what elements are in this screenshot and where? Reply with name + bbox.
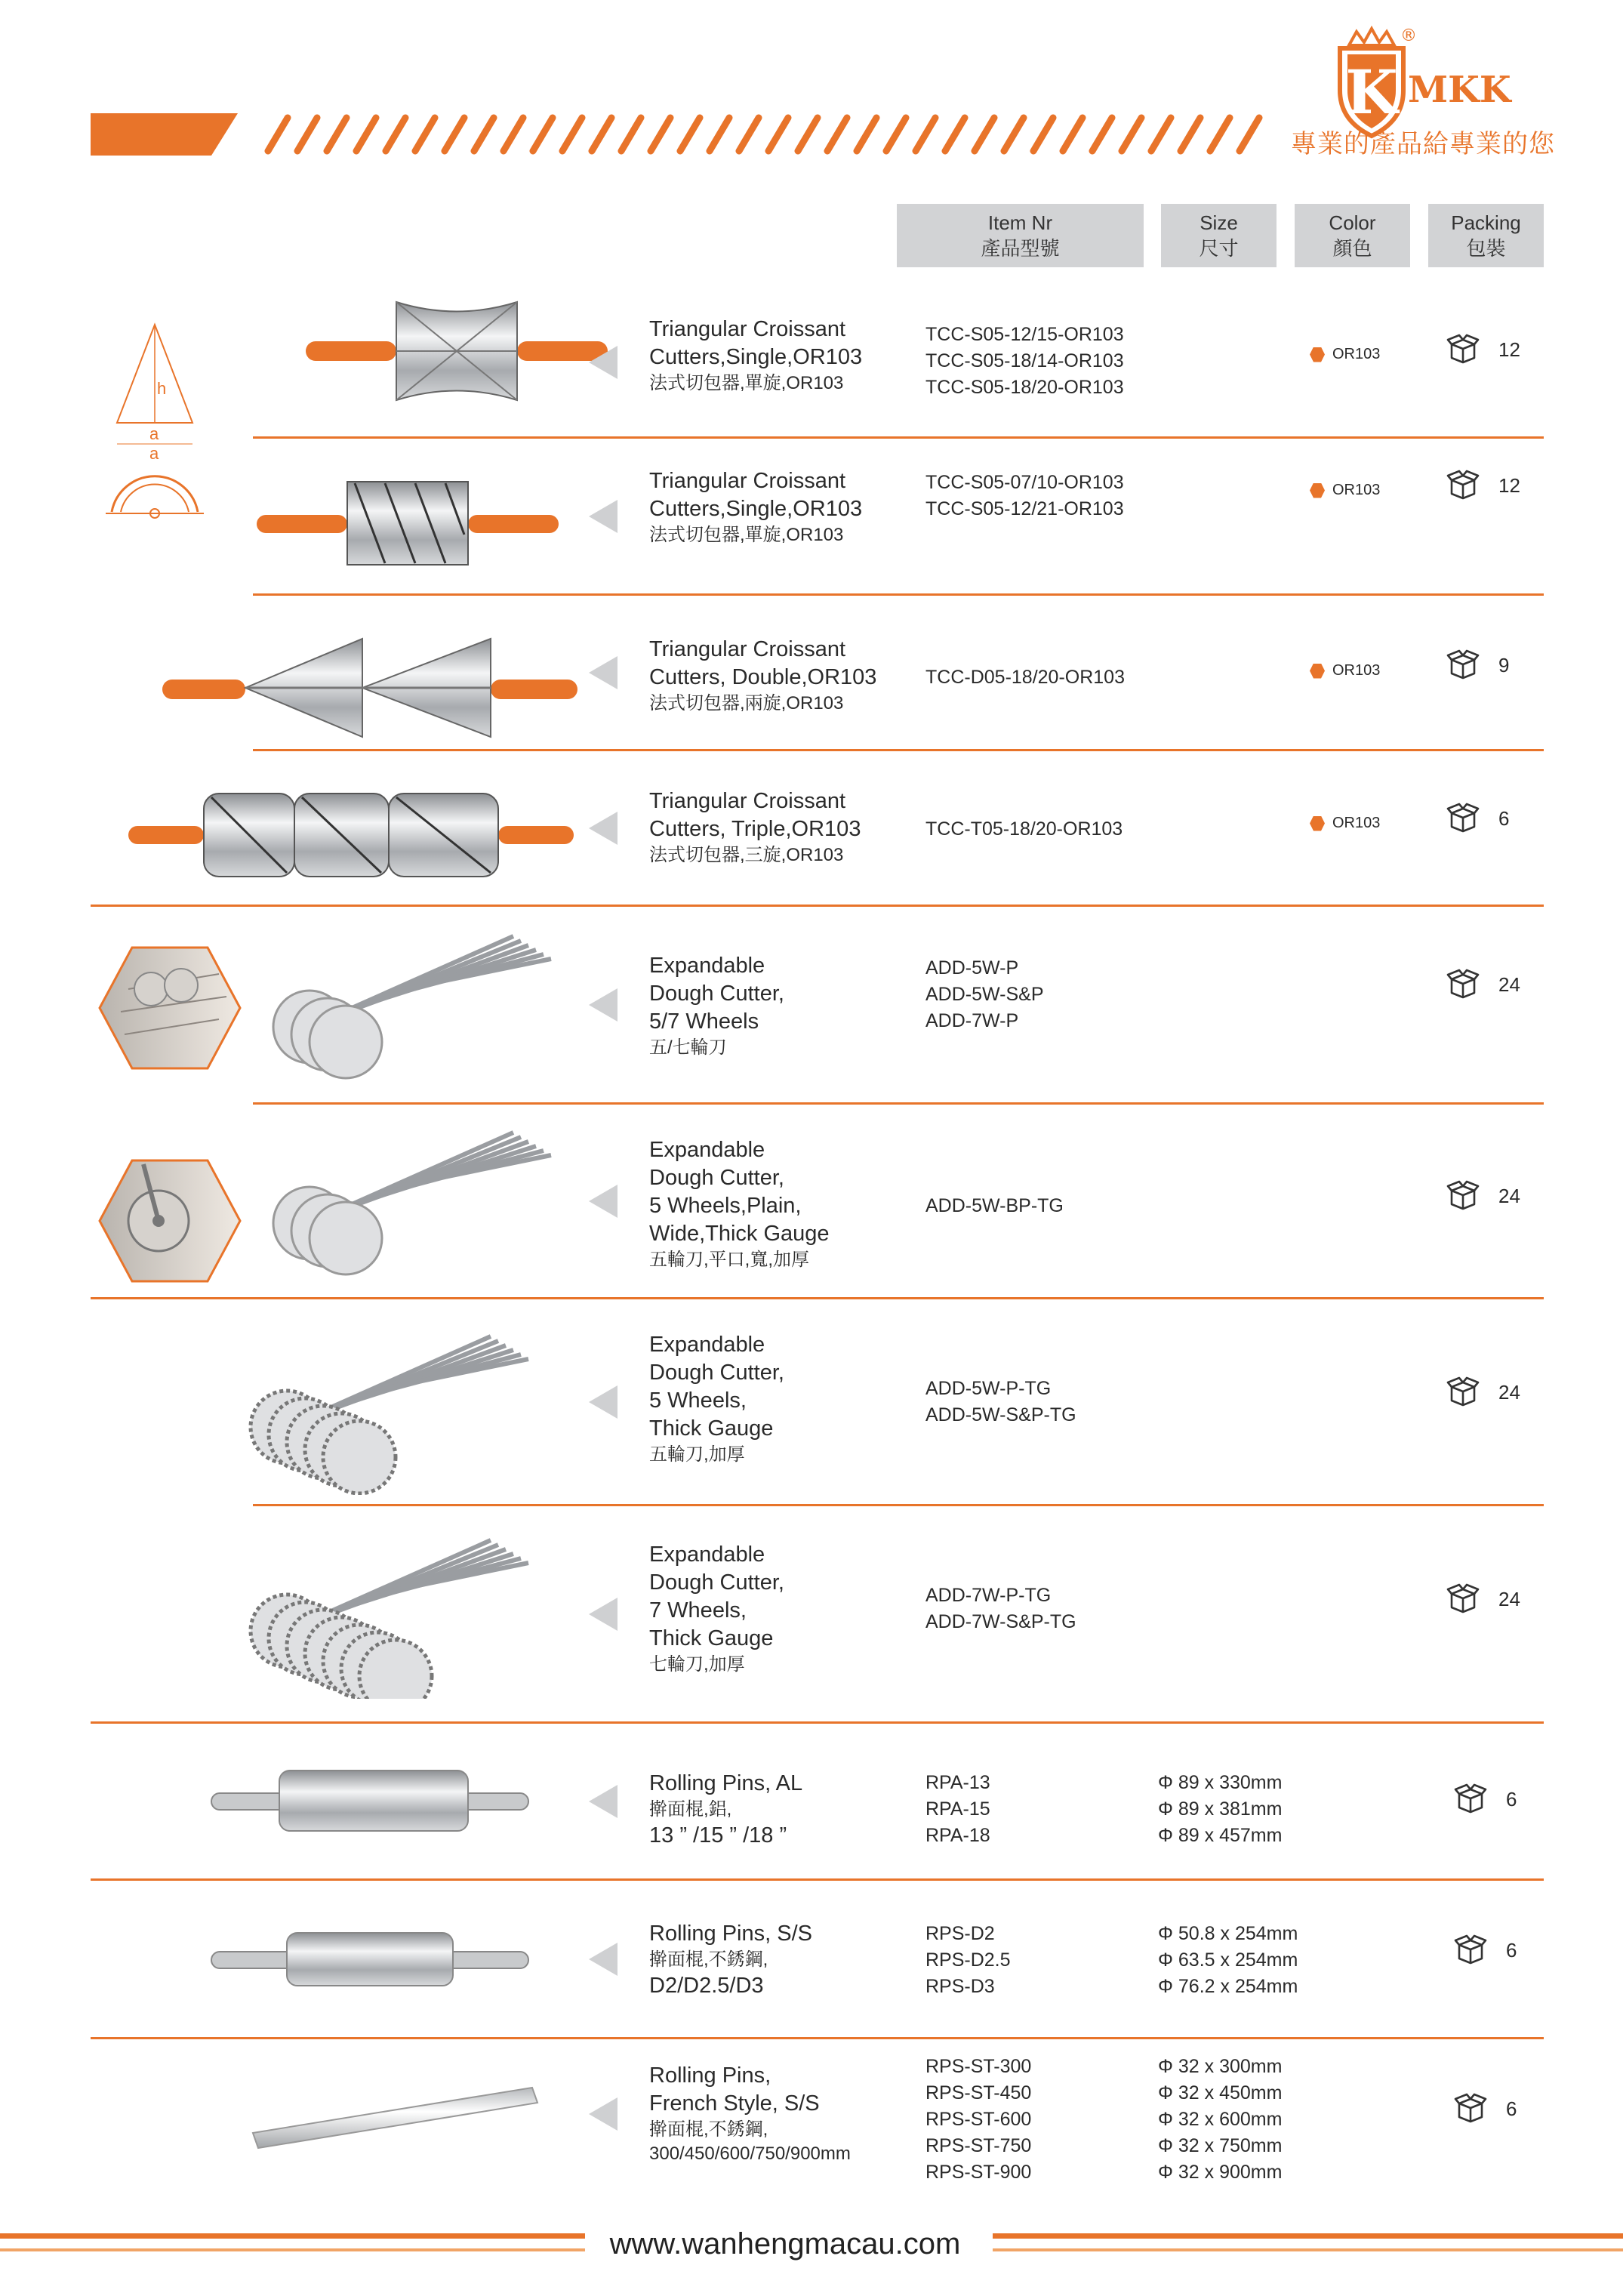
packing-9 — [1453, 1783, 1517, 1815]
product-name-cn: 五/七輪刀 — [649, 1037, 727, 1058]
product-name-9 — [649, 1770, 802, 1850]
product-photo-10 — [204, 1910, 536, 2012]
row-divider — [91, 905, 1544, 907]
product-codes-2 — [925, 470, 1124, 522]
product-name-5 — [649, 952, 784, 1060]
item-size: Φ 32 x 300mm — [1158, 2056, 1283, 2077]
product-photo-4 — [125, 782, 577, 892]
row-divider — [91, 1878, 1544, 1881]
product-name-line: 7 Wheels, — [649, 1598, 747, 1623]
item-code: TCC-S05-12/15-OR103 — [925, 324, 1124, 345]
column-header-size — [1161, 204, 1277, 267]
product-name-cn: 法式切包器,單旋,OR103 — [649, 525, 844, 545]
product-codes-5 — [925, 955, 1044, 1034]
product-codes-6 — [925, 1193, 1064, 1219]
column-header-packing-en: Packing — [1451, 211, 1521, 234]
product-name-cn: 擀面棍,鋁, — [649, 1799, 732, 1820]
product-name-line: Thick Gauge — [649, 1416, 774, 1441]
item-code: ADD-5W-S&P — [925, 984, 1044, 1005]
column-header-color-en: Color — [1329, 211, 1376, 234]
product-sizes-9 — [1158, 1770, 1282, 1849]
packing-count: 6 — [1498, 806, 1510, 830]
item-size: Φ 50.8 x 254mm — [1158, 1923, 1298, 1944]
product-photo-5 — [264, 914, 566, 1099]
product-name-line: 5 Wheels,Plain, — [649, 1194, 802, 1218]
item-size: Φ 76.2 x 254mm — [1158, 1976, 1298, 1997]
product-photo-1 — [298, 287, 615, 419]
product-name-line: Rolling Pins, — [649, 2063, 771, 2088]
product-name-line: Wide,Thick Gauge — [649, 1222, 830, 1246]
row-divider — [253, 436, 1544, 439]
row-divider — [91, 1297, 1544, 1299]
pointer-arrow — [589, 1598, 617, 1631]
color-swatch-1 — [1310, 346, 1380, 363]
box-icon — [1446, 1583, 1480, 1615]
product-name-extra: 300/450/600/750/900mm — [649, 2143, 851, 2164]
orange-hexagon-icon — [1310, 664, 1325, 679]
color-code: OR103 — [1332, 482, 1381, 498]
product-name-line: Dough Cutter, — [649, 1166, 784, 1190]
row-divider — [253, 593, 1544, 596]
footer-line-right-thin — [993, 2248, 1623, 2251]
registered-mark: ® — [1400, 26, 1417, 45]
product-codes-1 — [925, 322, 1124, 401]
packing-count: 24 — [1498, 1587, 1520, 1610]
item-code: RPA-13 — [925, 1772, 990, 1793]
packing-count: 12 — [1498, 473, 1520, 497]
diagram-label-a: a — [149, 424, 159, 443]
product-name-1 — [649, 316, 862, 396]
product-name-line: Expandable — [649, 1542, 765, 1567]
box-icon — [1453, 2093, 1488, 2125]
header-stripe-bar — [91, 113, 1268, 156]
packing-7 — [1446, 1376, 1520, 1408]
item-code: TCC-S05-07/10-OR103 — [925, 472, 1124, 493]
orange-hexagon-icon — [1310, 816, 1325, 831]
item-code: ADD-5W-P-TG — [925, 1378, 1052, 1399]
product-photo-3 — [159, 624, 581, 756]
product-photo-11 — [242, 2069, 544, 2156]
pointer-arrow — [589, 346, 617, 379]
pointer-arrow — [589, 1185, 617, 1218]
box-icon — [1453, 1934, 1488, 1966]
item-size: Φ 32 x 600mm — [1158, 2109, 1283, 2130]
product-codes-10 — [925, 1921, 1011, 2000]
diagram-label-h: h — [157, 379, 167, 398]
product-photo-2 — [249, 474, 566, 576]
box-icon — [1453, 1783, 1488, 1815]
column-header-packing-cn: 包裝 — [1466, 237, 1506, 260]
product-name-extra: D2/D2.5/D3 — [649, 1974, 764, 1998]
packing-1 — [1446, 334, 1520, 365]
column-header-size-cn: 尺寸 — [1199, 237, 1239, 260]
packing-count: 9 — [1498, 653, 1510, 676]
item-code: ADD-7W-P-TG — [925, 1585, 1052, 1606]
item-code: ADD-7W-S&P-TG — [925, 1611, 1076, 1632]
color-code: OR103 — [1332, 815, 1381, 831]
row-divider — [91, 1721, 1544, 1724]
item-code: RPS-ST-450 — [925, 2082, 1032, 2103]
product-name-line: Triangular Croissant — [649, 317, 846, 341]
product-name-line: Triangular Croissant — [649, 789, 846, 813]
orange-hexagon-icon — [1310, 483, 1325, 498]
product-name-line: Rolling Pins, S/S — [649, 1922, 812, 1946]
packing-count: 6 — [1506, 1787, 1517, 1811]
column-header-item-cn: 產品型號 — [981, 237, 1060, 260]
packing-10 — [1453, 1934, 1517, 1966]
product-name-10 — [649, 1920, 812, 2000]
packing-2 — [1446, 470, 1520, 501]
logo-letter: K — [1345, 57, 1398, 128]
item-code: RPA-18 — [925, 1825, 990, 1846]
item-code: ADD-5W-P — [925, 957, 1019, 978]
product-codes-4 — [925, 816, 1123, 843]
dough-cutter-detail-photo-1 — [98, 944, 242, 1072]
packing-5 — [1446, 969, 1520, 1000]
row-divider — [91, 2037, 1544, 2039]
color-code: OR103 — [1332, 662, 1381, 679]
item-size: Φ 89 x 330mm — [1158, 1772, 1283, 1793]
product-name-cn: 五輪刀,平口,寬,加厚 — [649, 1250, 810, 1270]
pointer-arrow — [589, 656, 617, 689]
product-codes-7 — [925, 1376, 1076, 1428]
pointer-arrow — [589, 812, 617, 845]
product-name-line: 5/7 Wheels — [649, 1009, 759, 1034]
pointer-arrow — [589, 1385, 617, 1419]
product-name-cn: 擀面棍,不銹鋼, — [649, 2119, 768, 2140]
product-photo-9 — [204, 1752, 536, 1854]
product-name-line: Triangular Croissant — [649, 469, 846, 493]
footer-line-left-thin — [0, 2248, 585, 2251]
column-header-color — [1295, 204, 1410, 267]
product-name-4 — [649, 787, 861, 868]
item-size: Φ 32 x 750mm — [1158, 2135, 1283, 2156]
packing-6 — [1446, 1180, 1520, 1212]
packing-count: 24 — [1498, 972, 1520, 996]
triangle-dimension-diagram — [106, 317, 211, 529]
footer-line-left — [0, 2233, 585, 2239]
product-codes-11 — [925, 2054, 1031, 2186]
orange-hexagon-icon — [1310, 347, 1325, 362]
product-name-line: Expandable — [649, 954, 765, 978]
product-name-line: Dough Cutter, — [649, 1570, 784, 1595]
box-icon — [1446, 470, 1480, 501]
item-code: RPS-ST-750 — [925, 2135, 1032, 2156]
item-size: Φ 89 x 381mm — [1158, 1798, 1283, 1820]
box-icon — [1446, 803, 1480, 834]
item-code: ADD-7W-P — [925, 1010, 1019, 1031]
packing-3 — [1446, 649, 1509, 681]
product-name-line: Rolling Pins, AL — [649, 1771, 803, 1795]
packing-11 — [1453, 2093, 1517, 2125]
dough-cutter-detail-photo-2 — [98, 1157, 242, 1285]
product-name-line: 5 Wheels, — [649, 1388, 747, 1413]
product-sizes-10 — [1158, 1921, 1298, 2000]
color-swatch-2 — [1310, 482, 1380, 499]
item-size: Φ 63.5 x 254mm — [1158, 1949, 1298, 1971]
item-code: ADD-5W-S&P-TG — [925, 1404, 1076, 1425]
product-name-line: Dough Cutter, — [649, 1361, 784, 1385]
product-name-cn: 法式切包器,兩旋,OR103 — [649, 693, 844, 713]
item-code: RPS-D2.5 — [925, 1949, 1011, 1971]
product-name-line: French Style, S/S — [649, 2091, 820, 2116]
product-name-6 — [649, 1136, 830, 1272]
product-photo-8 — [242, 1518, 544, 1703]
product-name-line: Thick Gauge — [649, 1626, 774, 1650]
product-name-line: Dough Cutter, — [649, 982, 784, 1006]
product-codes-9 — [925, 1770, 990, 1849]
item-code: RPS-D2 — [925, 1923, 995, 1944]
brand-name: MKK — [1408, 69, 1511, 111]
packing-8 — [1446, 1583, 1520, 1615]
item-code: TCC-T05-18/20-OR103 — [925, 818, 1123, 840]
box-icon — [1446, 1180, 1480, 1212]
product-name-line: Cutters,Single,OR103 — [649, 345, 863, 369]
color-code: OR103 — [1332, 346, 1381, 362]
product-name-line: Expandable — [649, 1333, 765, 1357]
box-icon — [1446, 969, 1480, 1000]
product-name-extra: 13 ” /15 ” /18 ” — [649, 1823, 787, 1848]
product-name-7 — [649, 1331, 784, 1467]
product-codes-8 — [925, 1583, 1076, 1635]
product-name-line: Cutters, Double,OR103 — [649, 665, 877, 689]
pointer-arrow — [589, 988, 617, 1022]
product-name-3 — [649, 636, 876, 716]
product-sizes-11 — [1158, 2054, 1282, 2186]
box-icon — [1446, 1376, 1480, 1408]
item-code: RPS-D3 — [925, 1976, 995, 1997]
product-codes-3 — [925, 664, 1125, 691]
box-icon — [1446, 649, 1480, 681]
row-divider — [253, 1504, 1544, 1506]
product-name-11 — [649, 2062, 851, 2166]
brand-slogan: 專業的產品給專業的您 — [1291, 130, 1555, 159]
product-name-cn: 法式切包器,單旋,OR103 — [649, 373, 844, 393]
packing-count: 24 — [1498, 1184, 1520, 1207]
product-name-line: Cutters, Triple,OR103 — [649, 817, 861, 841]
packing-count: 6 — [1506, 2097, 1517, 2120]
footer-line-right — [993, 2233, 1623, 2239]
item-code: TCC-S05-18/14-OR103 — [925, 350, 1124, 371]
column-header-size-en: Size — [1200, 211, 1238, 234]
item-size: Φ 89 x 457mm — [1158, 1825, 1283, 1846]
packing-count: 24 — [1498, 1380, 1520, 1404]
product-name-cn: 法式切包器,三旋,OR103 — [649, 845, 844, 865]
column-header-color-cn: 顏色 — [1332, 237, 1372, 260]
product-name-cn: 七輪刀,加厚 — [649, 1654, 745, 1675]
item-size: Φ 32 x 900mm — [1158, 2162, 1283, 2183]
item-code: RPS-ST-300 — [925, 2056, 1032, 2077]
item-code: TCC-S05-12/21-OR103 — [925, 498, 1124, 519]
product-name-cn: 五輪刀,加厚 — [649, 1444, 745, 1465]
packing-count: 12 — [1498, 337, 1520, 361]
pointer-arrow — [589, 2097, 617, 2131]
item-code: RPS-ST-600 — [925, 2109, 1032, 2130]
product-name-cn: 擀面棍,不銹鋼, — [649, 1949, 768, 1970]
packing-4 — [1446, 803, 1509, 834]
product-name-8 — [649, 1541, 784, 1677]
product-photo-6 — [264, 1110, 566, 1295]
diagram-label-a-2: a — [149, 444, 159, 463]
color-swatch-3 — [1310, 662, 1380, 680]
pointer-arrow — [589, 500, 617, 533]
packing-count: 6 — [1506, 1938, 1517, 1962]
pointer-arrow — [589, 1785, 617, 1818]
column-header-item — [897, 204, 1144, 267]
color-swatch-4 — [1310, 815, 1380, 832]
item-code: ADD-5W-BP-TG — [925, 1195, 1064, 1216]
column-header-packing — [1428, 204, 1544, 267]
column-header-item-en: Item Nr — [987, 211, 1053, 234]
box-icon — [1446, 334, 1480, 365]
item-code: RPS-ST-900 — [925, 2162, 1032, 2183]
product-name-line: Cutters,Single,OR103 — [649, 497, 863, 521]
row-divider — [253, 1102, 1544, 1105]
item-size: Φ 32 x 450mm — [1158, 2082, 1283, 2103]
item-code: RPA-15 — [925, 1798, 990, 1820]
product-name-line: Expandable — [649, 1138, 765, 1162]
item-code: TCC-D05-18/20-OR103 — [925, 667, 1125, 688]
pointer-arrow — [589, 1943, 617, 1976]
item-code: TCC-S05-18/20-OR103 — [925, 377, 1124, 398]
product-name-2 — [649, 467, 862, 547]
product-photo-7 — [242, 1314, 544, 1499]
product-name-line: Triangular Croissant — [649, 637, 846, 661]
footer-website-url[interactable]: www.wanhengmacau.com — [609, 2227, 961, 2261]
